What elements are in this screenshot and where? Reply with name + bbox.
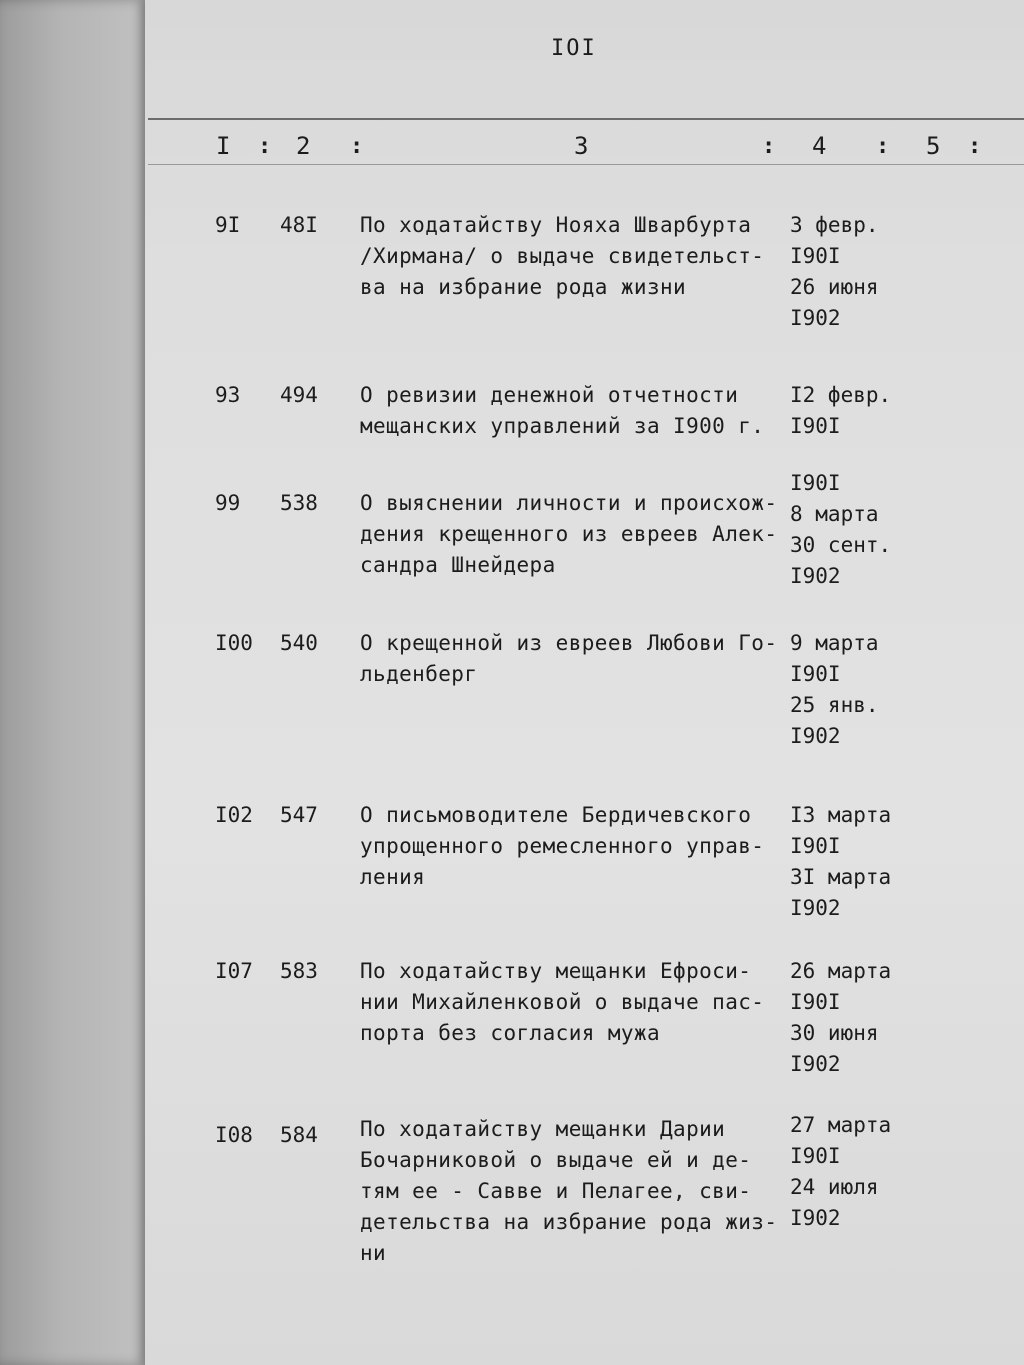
entry-description [360,210,780,303]
column-header-5: 5 [926,132,941,160]
date-line: 27 марта [790,1113,892,1137]
entry-description [360,956,780,1049]
date-line: 26 июня [790,275,879,299]
entry-file-code: 584 [280,1123,318,1147]
facing-page [0,0,150,1365]
date-line: I90I [790,834,841,858]
description-line: О письмоводителе Бердичевского [360,803,752,827]
date-line: I90I [790,1144,841,1168]
entry-description [360,380,780,442]
date-line: 24 июля [790,1175,879,1199]
column-separator: : [968,134,982,159]
date-line: 3I марта [790,865,892,889]
date-line: I90I [790,990,841,1014]
entry-description [360,1114,780,1269]
date-line: 9 марта [790,631,879,655]
date-line: I2 февр. [790,383,892,407]
column-separator: : [876,134,890,159]
description-line: детельства на избрание рода жиз- [360,1210,778,1234]
entry-file-code: 547 [280,803,318,827]
description-line: сандра Шнейдера [360,553,556,577]
description-line: льденберг [360,662,478,686]
column-separator: : [258,134,272,159]
column-header-4: 4 [812,132,827,160]
date-line: I902 [790,1206,841,1230]
entry-dates [790,628,1010,752]
date-line: I902 [790,564,841,588]
date-line: I902 [790,306,841,330]
description-line: ни [360,1241,387,1265]
description-line: дения крещенного из евреев Алек- [360,522,778,546]
description-line: По ходатайству мещанки Ефроси- [360,959,752,983]
table-header-bottom-rule [148,164,1024,165]
column-header-3: 3 [574,132,589,160]
date-line: 8 марта [790,502,879,526]
description-line: О крещенной из евреев Любови Го- [360,631,778,655]
entry-dates [790,1110,1010,1234]
date-line: I90I [790,662,841,686]
description-line: тям ее - Савве и Пелагее, сви- [360,1179,752,1203]
entry-description [360,628,780,690]
entry-number: I07 [215,959,253,983]
description-line: По ходатайству мещанки Дарии [360,1117,726,1141]
date-line: 3 февр. [790,213,879,237]
description-line: /Хирмана/ о выдаче свидетельст- [360,244,765,268]
description-line: ления [360,865,426,889]
column-separator: : [762,134,776,159]
description-line: О выяснении личности и происхож- [360,491,778,515]
entry-file-code: 583 [280,959,318,983]
date-line: I90I [790,471,841,495]
entry-dates [790,800,1010,924]
entry-description [360,800,780,893]
description-line: упрощенного ремесленного управ- [360,834,765,858]
entry-file-code: 494 [280,383,318,407]
page-number: IOI [551,36,597,61]
date-line: 26 марта [790,959,892,983]
entry-number: I08 [215,1123,253,1147]
table-header-top-rule [148,118,1024,120]
description-line: нии Михайленковой о выдаче пас- [360,990,765,1014]
entry-description [360,488,780,581]
entry-number: 99 [215,491,241,515]
entry-number: I00 [215,631,253,655]
date-line: I3 марта [790,803,892,827]
date-line: I902 [790,896,841,920]
description-line: О ревизии денежной отчетности [360,383,739,407]
entry-number: 93 [215,383,241,407]
description-line: ва на избрание рода жизни [360,275,687,299]
date-line: I902 [790,724,841,748]
date-line: 30 июня [790,1021,879,1045]
entry-number: 9I [215,213,241,237]
entry-file-code: 48I [280,213,318,237]
description-line: мещанских управлений за I900 г. [360,414,765,438]
entry-file-code: 538 [280,491,318,515]
date-line: 30 сент. [790,533,892,557]
date-line: I90I [790,244,841,268]
entry-number: I02 [215,803,253,827]
description-line: По ходатайству Нояха Шварбурта [360,213,752,237]
description-line: Бочарниковой о выдаче ей и де- [360,1148,752,1172]
entry-dates [790,210,1010,334]
column-separator: : [350,134,364,159]
date-line: I90I [790,414,841,438]
column-header-1: I [216,132,231,160]
date-line: I902 [790,1052,841,1076]
column-header-2: 2 [296,132,311,160]
entry-dates [790,380,1010,442]
description-line: порта без согласия мужа [360,1021,660,1045]
entry-dates [790,468,1010,592]
entry-file-code: 540 [280,631,318,655]
entry-dates [790,956,1010,1080]
date-line: 25 янв. [790,693,879,717]
